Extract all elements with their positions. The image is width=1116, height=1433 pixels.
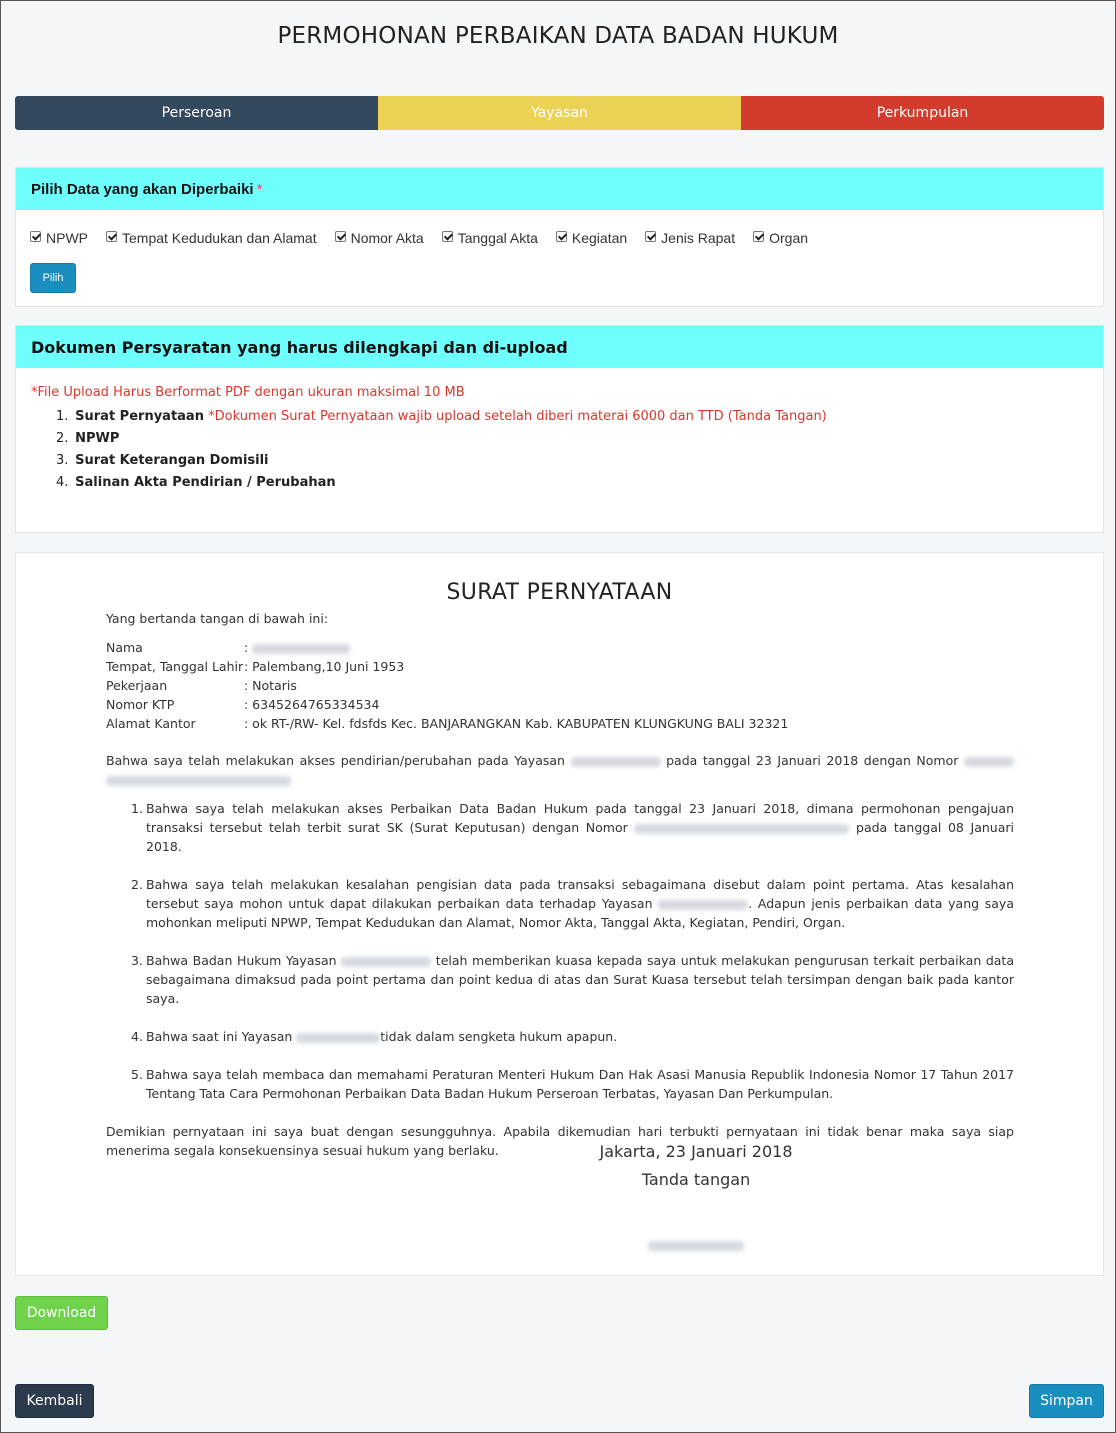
tab-perkumpulan[interactable]: Perkumpulan [741, 96, 1104, 130]
required-mark: * [256, 180, 263, 198]
table-row: Nama : [106, 638, 788, 657]
redacted-name [648, 1241, 744, 1251]
redacted-name [252, 644, 350, 654]
download-button[interactable]: Download [15, 1296, 108, 1330]
list-item: 5. Bahwa saya telah membaca dan memahami Peraturan Menteri Hukum Dan Hak Asasi Manusia Republik Indonesia Nomor 17 Tahun 2017 Tentang Tata Cara Permohonan Perbaikan Data Badan Hukum Perseroan Terbatas, Yayasan Dan Perkumpulan. [131, 1067, 1014, 1101]
redacted-yayasan [571, 757, 661, 767]
simpan-button[interactable]: Simpan [1029, 1384, 1104, 1418]
checkbox-checked-icon[interactable] [106, 231, 117, 242]
list-item: 2. Bahwa saya telah melakukan kesalahan pengisian data pada transaksi sebagaimana disebut dalam point pertama. Atas kesalahan tersebut saya mohon untuk dapat dilakukan perbaikan data terhadap Yayasan . Adapun jenis perbaikan data yang saya mohonkan meliputi NPWP, Tempat Kedudukan dan Alamat, Nomor Akta, Tanggal Akta, Kegiatan, Pendiri, Organ. [131, 877, 1014, 930]
redacted-yayasan [296, 1033, 380, 1043]
page-title: PERMOHONAN PERBAIKAN DATA BADAN HUKUM [277, 23, 839, 49]
entity-tabs [15, 96, 1104, 130]
redacted-number [634, 824, 849, 834]
redacted-yayasan [341, 957, 431, 967]
checkbox-checked-icon[interactable] [645, 231, 656, 242]
option-label: Jenis Rapat [661, 230, 736, 246]
closing-paragraph: Demikian pernyataan ini saya buat dengan sesungguhnya. Apabila dikemudian hari terbukti pernyataan ini tidak benar maka saya siap menerima segala konsekuensinya sesuai hukum yang berlaku. [106, 1124, 1014, 1158]
pilih-data-header [16, 168, 1103, 210]
list-item: 3. Bahwa Badan Hukum Yayasan telah memberikan kuasa kepada saya untuk melakukan pengurusan terkait perbaikan data sebagaimana dimaksud pada point pertama dan point kedua di atas dan Surat Kuasa tersebut telah tersimpan dengan baik pada kantor saya. [131, 953, 1014, 1006]
option-jenis-rapat[interactable] [645, 230, 735, 246]
option-label: Kegiatan [571, 230, 628, 246]
dokumen-header [16, 326, 1103, 368]
option-tempat-kedudukan[interactable] [106, 230, 317, 246]
redacted-number [106, 776, 291, 786]
redacted-yayasan [658, 900, 748, 910]
list-item: 4. Salinan Akta Pendirian / Perubahan [56, 475, 336, 490]
table-row: Alamat Kantor : ok RT-/RW- Kel. fdsfds Kec. BANJARANGKAN Kab. KABUPATEN KLUNGKUNG BALI 32321 [106, 716, 789, 731]
table-row: Nomor KTP : 6345264765334534 [106, 697, 380, 712]
option-label: NPWP [46, 230, 88, 246]
option-tanggal-akta[interactable] [442, 230, 538, 246]
list-item: 4. Bahwa saat ini Yayasan tidak dalam sengketa hukum apapun. [131, 1029, 618, 1044]
surat-pernyataan-panel [15, 552, 1104, 1276]
list-item: 1. Surat Pernyataan *Dokumen Surat Pernyataan wajib upload setelah diberi materai 6000 dan TTD (Tanda Tangan) [56, 409, 827, 424]
redacted-number [964, 757, 1014, 767]
checkbox-checked-icon[interactable] [335, 231, 346, 242]
signature-name [596, 1235, 796, 1254]
list-item: 1. Bahwa saya telah melakukan akses Perbaikan Data Badan Hukum pada tanggal 23 Januari 2018, dimana permohonan pengajuan transaksi tersebut telah terbit surat SK (Surat Keputusan) dengan Nomor pada tanggal 08 Januari 2018. [131, 801, 1014, 854]
option-label: Tanggal Akta [457, 230, 538, 246]
tab-yayasan[interactable]: Yayasan [378, 96, 741, 130]
pilih-data-title: Pilih Data yang akan Diperbaiki [31, 180, 254, 198]
dokumen-panel [15, 325, 1104, 533]
tab-perseroan[interactable]: Perseroan [15, 96, 378, 130]
upload-format-note: *File Upload Harus Berformat PDF dengan ukuran maksimal 10 MB [31, 385, 465, 400]
pilih-button[interactable]: Pilih [30, 263, 76, 293]
table-row: Pekerjaan : Notaris [106, 678, 297, 693]
list-item: 3. Surat Keterangan Domisili [56, 453, 269, 468]
document-list [16, 400, 1103, 490]
checkbox-checked-icon[interactable] [753, 231, 764, 242]
option-npwp[interactable] [30, 230, 88, 246]
signature-label: Tanda tangan [641, 1170, 751, 1189]
list-item: 2. NPWP [56, 431, 120, 446]
option-label: Nomor Akta [350, 230, 424, 246]
statement-points [106, 799, 1014, 1103]
checkbox-checked-icon[interactable] [30, 231, 41, 242]
identity-table [106, 638, 788, 733]
option-label: Tempat Kedudukan dan Alamat [122, 230, 317, 246]
surat-body [106, 609, 1014, 1160]
option-organ[interactable] [753, 230, 808, 246]
statement-paragraph: Bahwa saya telah melakukan akses pendirian/perubahan pada Yayasan pada tanggal 23 Januari 2018 dengan Nomor [106, 751, 1014, 789]
place-date: Jakarta, 23 Januari 2018 [599, 1142, 793, 1161]
surat-title: SURAT PERNYATAAN [446, 580, 673, 605]
option-kegiatan[interactable] [556, 230, 627, 246]
table-row: Tempat, Tanggal Lahir : Palembang,10 Juni 1953 [106, 659, 405, 674]
checkbox-checked-icon[interactable] [442, 231, 453, 242]
option-label: Organ [769, 230, 809, 246]
option-nomor-akta[interactable] [335, 230, 424, 246]
checkbox-checked-icon[interactable] [556, 231, 567, 242]
data-options [16, 210, 1103, 246]
kembali-button[interactable]: Kembali [15, 1384, 94, 1418]
dokumen-title: Dokumen Persyaratan yang harus dilengkapi dan di-upload [31, 337, 568, 357]
pilih-data-panel [15, 167, 1104, 307]
surat-intro: Yang bertanda tangan di bawah ini: [106, 611, 329, 626]
